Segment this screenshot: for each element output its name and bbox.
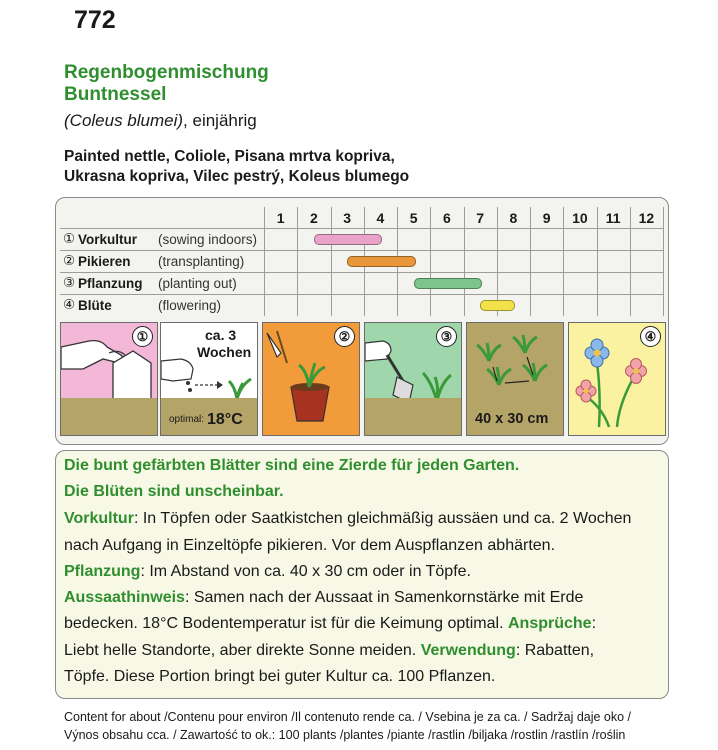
stage-label: Pflanzung bbox=[78, 275, 143, 291]
stage-translation: (sowing indoors) bbox=[158, 231, 258, 247]
product-name-line2: Buntnessel bbox=[64, 84, 167, 105]
panel-sowing bbox=[60, 322, 158, 436]
step-number: ④ bbox=[640, 326, 661, 347]
soil bbox=[61, 398, 157, 435]
stage-label: Pikieren bbox=[78, 253, 131, 269]
month-header: 4 bbox=[376, 209, 385, 226]
calendar-row-label bbox=[60, 250, 244, 272]
month-header: 8 bbox=[509, 209, 518, 226]
calendar-bar bbox=[347, 256, 416, 267]
month-header: 7 bbox=[476, 209, 485, 226]
footer-line2: Výnos obsahu cca. / Zawartość to ok.: 100 plants /plantes /piante /rastlin /biljaka /rostlin /rastlín /roślin bbox=[64, 728, 626, 742]
grid-line bbox=[663, 207, 664, 316]
latin-name-line bbox=[64, 111, 257, 131]
plant-type: , einjährig bbox=[183, 111, 257, 130]
month-header: 11 bbox=[605, 209, 621, 226]
optimal-label: optimal: bbox=[169, 414, 205, 425]
description-line9: Töpfe. Diese Portion bringt bei guter Kultur ca. 100 Pflanzen. bbox=[64, 668, 496, 685]
description-vorkultur bbox=[64, 510, 631, 528]
calendar-bar bbox=[414, 278, 483, 289]
stage-translation: (transplanting) bbox=[158, 253, 245, 269]
step-number: ① bbox=[132, 326, 153, 347]
description-line7 bbox=[64, 615, 596, 633]
stage-translation: (planting out) bbox=[158, 275, 237, 291]
footer-line1: Content for about /Contenu pour environ /Il contenuto rende ca. / Vsebina je za ca. / Sadržaj daje oko / bbox=[64, 710, 632, 724]
weeks-line2: Wochen bbox=[197, 344, 252, 360]
step-number: ① bbox=[62, 231, 76, 246]
step-number: ③ bbox=[436, 326, 457, 347]
step-number: ② bbox=[62, 253, 76, 268]
stage-label: Vorkultur bbox=[78, 231, 138, 247]
description-line2: Die Blüten sind unscheinbar. bbox=[64, 483, 284, 500]
verwendung-label: Verwendung bbox=[420, 642, 516, 659]
description-aussaat bbox=[64, 589, 583, 607]
calendar-bar bbox=[314, 234, 383, 245]
month-header: 3 bbox=[343, 209, 352, 226]
product-name-line1: Regenbogenmischung bbox=[64, 62, 269, 83]
month-header: 1 bbox=[276, 209, 285, 226]
panel-planting-out bbox=[364, 322, 462, 436]
verwendung-text: : Rabatten, bbox=[515, 642, 595, 659]
ansprueche-label: Ansprüche bbox=[507, 615, 592, 632]
calendar-row-label bbox=[60, 294, 221, 316]
stage-translation: (flowering) bbox=[158, 297, 222, 313]
stage-label: Blüte bbox=[78, 297, 112, 313]
panel-transplanting bbox=[262, 322, 360, 436]
pflanzung-label: Pflanzung bbox=[64, 563, 141, 580]
panel-spacing bbox=[466, 322, 564, 436]
aussaat-label: Aussaathinweis bbox=[64, 589, 185, 606]
month-header: 2 bbox=[309, 209, 318, 226]
common-names-line2: Ukrasna kopriva, Vilec pestrý, Koleus blumego bbox=[64, 168, 410, 185]
description-line1: Die bunt gefärbten Blätter sind eine Zierde für jeden Garten. bbox=[64, 457, 520, 474]
description-pflanzung bbox=[64, 563, 471, 581]
panel-germination bbox=[160, 322, 258, 436]
month-header: 9 bbox=[542, 209, 551, 226]
spacing-label: 40 x 30 cm bbox=[475, 411, 549, 427]
aussaat-text: : Samen nach der Aussaat in Samenkornstärke mit Erde bbox=[184, 589, 584, 606]
calendar-row-label bbox=[60, 272, 237, 294]
calendar-bar bbox=[480, 300, 515, 311]
growing-calendar bbox=[55, 197, 669, 445]
soil bbox=[365, 398, 461, 435]
step-number: ④ bbox=[62, 297, 76, 312]
vorkultur-label: Vorkultur bbox=[64, 510, 134, 527]
product-number: 772 bbox=[74, 6, 116, 34]
description-box bbox=[55, 450, 669, 699]
month-header: 12 bbox=[638, 209, 655, 226]
line7-text: bedecken. 18°C Bodentemperatur ist für die Keimung optimal. bbox=[64, 615, 504, 632]
pflanzung-text: : Im Abstand von ca. 40 x 30 cm oder in Töpfe. bbox=[140, 563, 471, 580]
step-number: ③ bbox=[62, 275, 76, 290]
calendar-table bbox=[60, 207, 663, 316]
weeks-line1: ca. 3 bbox=[205, 327, 237, 343]
step-number: ② bbox=[334, 326, 355, 347]
line8-text: Liebt helle Standorte, aber direkte Sonne meiden. bbox=[64, 642, 417, 659]
month-header: 6 bbox=[442, 209, 451, 226]
latin-name: (Coleus blumei) bbox=[64, 111, 184, 130]
description-line8 bbox=[64, 642, 594, 660]
common-names-line1: Painted nettle, Coliole, Pisana mrtva kopriva, bbox=[64, 148, 395, 165]
calendar-row-label bbox=[60, 228, 257, 250]
month-header: 10 bbox=[572, 209, 588, 226]
vorkultur-text: : In Töpfen oder Saatkistchen gleichmäßig aussäen und ca. 2 Wochen bbox=[133, 510, 632, 527]
panel-flowering bbox=[568, 322, 666, 436]
description-line4: nach Aufgang in Einzeltöpfe pikieren. Vor dem Auspflanzen abhärten. bbox=[64, 537, 556, 554]
month-header: 5 bbox=[409, 209, 418, 226]
optimal-temperature: 18°C bbox=[207, 411, 243, 428]
ansprueche-colon: : bbox=[591, 615, 597, 632]
